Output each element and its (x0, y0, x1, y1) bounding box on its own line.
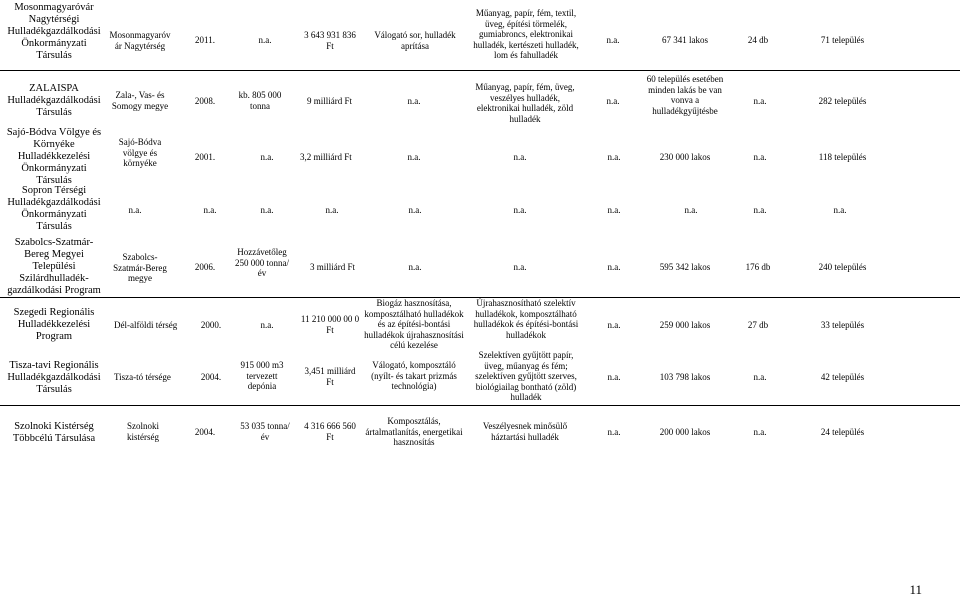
cost-cell: 11 210 000 00 0 Ft (300, 314, 360, 335)
settlements-cell: 240 település (818, 262, 867, 272)
org-name: Szabolcs-Szatmár-Bereg Megyei Települési Szilárdhulladék-gazdálkodási Program (7, 237, 101, 296)
eu-cell: n.a. (407, 96, 421, 106)
capacity-cell: kb. 805 000 tonna (238, 90, 282, 111)
waste-types-cell: n.a. (607, 262, 621, 272)
capacity-cell: n.a. (260, 320, 274, 330)
year-cell: 2006. (194, 262, 216, 272)
cost-cell: 9 milliárd Ft (307, 96, 352, 106)
na-cell: n.a. (408, 205, 422, 215)
waste-types-cell: Szelektíven gyűjtött papír, üveg, műanyag és fém; szelektíven gyűjtött szerves, biológiailag bontható (zöld) hulladék (475, 350, 577, 402)
technology-cell: Komposztálás, ártalmatlanítás, energetikai hasznosítás (365, 416, 463, 447)
settlements-cell: 71 település (820, 35, 865, 45)
region-cell: Dél-alföldi térség (114, 320, 178, 330)
year-cell: 2004. (200, 372, 222, 382)
row-divider (0, 70, 960, 71)
waste-types-cell: Műanyag, papír, fém, textil, üveg, építési törmelék, gumiabroncs, elektronikai hulladék, kertészeti hulladék, lom és fahulladék (473, 8, 579, 60)
waste-types-cell: Műanyag, papír, fém, üveg, veszélyes hulladék, elektronikai hulladék, zöld hulladék (475, 82, 575, 124)
capacity-cell: 53 035 tonna/év (240, 421, 290, 442)
waste-types-cell: Újrahasznosítható szelektív hulladékok, komposztálható hulladékok és építési-bontási hulladékok (473, 298, 579, 340)
region-cell: Szolnoki kistérség (126, 421, 159, 442)
na-cell: n.a. (513, 205, 527, 215)
population-cell: 200 000 lakos (659, 427, 711, 437)
eu-cell: n.a. (407, 152, 421, 162)
sites-cell: n.a. (753, 427, 767, 437)
eu-cell: n.a. (408, 262, 422, 272)
technology-cell: Válogató sor, hulladék aprítása (374, 30, 456, 51)
region-cell: Tisza-tó térsége (114, 372, 171, 382)
settlements-cell: 24 település (820, 427, 865, 437)
region-cell: Mosonmagyaróv ár Nagytérség (109, 30, 171, 51)
na-cell: n.a. (128, 205, 142, 215)
cost-cell: 3,451 milliárd Ft (304, 366, 356, 387)
na-cell: n.a. (607, 205, 621, 215)
year-cell: 2004. (194, 427, 216, 437)
region-cell: Szabolcs-Szatmár-Bereg megye (113, 252, 167, 283)
settlements-cell: 33 település (820, 320, 865, 330)
na-cell: n.a. (833, 205, 847, 215)
technology-cell: n.a. (513, 152, 527, 162)
region-cell: Zala-, Vas- és Somogy megye (111, 90, 169, 111)
capacity-cell: Hozzávetőleg 250 000 tonna/év (235, 247, 289, 278)
org-name: Szegedi Regionális Hulladékkezelési Program (13, 307, 95, 342)
sites-cell: 24 db (747, 35, 769, 45)
org-name: Sopron Térségi Hulladékgazdálkodási Önkormányzati Társulás (7, 185, 101, 232)
na-cell: n.a. (203, 205, 217, 215)
capacity2-cell: n.a. (607, 320, 621, 330)
na-cell: n.a. (753, 205, 767, 215)
sites-cell: 27 db (747, 320, 769, 330)
capacity2-cell: 60 település esetében minden lakás be van vonva a hulladékgyűjtésbe (646, 74, 724, 116)
population-cell: 259 000 lakos (659, 320, 711, 330)
capacity2-cell: n.a. (607, 372, 621, 382)
year-cell: 2001. (194, 152, 216, 162)
technology-cell: n.a. (513, 262, 527, 272)
cost-cell: 4 316 666 560 Ft (304, 421, 356, 442)
org-name: Mosonmagyaróvár Nagytérségi Hulladékgazdálkodási Önkormányzati Társulás (7, 2, 101, 61)
org-name: Szolnoki Kistérség Többcélú Társulása (12, 421, 96, 444)
na-cell: n.a. (684, 205, 698, 215)
org-name: Tisza-tavi Regionális Hulladékgazdálkodási Társulás (7, 360, 101, 395)
na-cell: n.a. (325, 205, 339, 215)
year-cell: 2000. (200, 320, 222, 330)
year-cell: 2008. (194, 96, 216, 106)
cost-cell: 3 643 931 836 Ft (304, 30, 356, 51)
year-cell: 2011. (195, 35, 215, 45)
capacity2-cell: n.a. (606, 35, 620, 45)
population-cell: 230 000 lakos (659, 152, 711, 162)
capacity2-cell: n.a. (607, 427, 621, 437)
population-cell: n.a. (753, 96, 767, 106)
org-name: Sajó-Bódva Völgye és Környéke Hulladékkezelési Önkormányzati Társulás (6, 127, 102, 186)
na-cell: n.a. (260, 205, 274, 215)
settlements-cell: 42 település (820, 372, 865, 382)
settlements-cell: 282 település (818, 96, 867, 106)
waste-types-cell: Veszélyesnek minősülő háztartási hulladék (482, 421, 568, 442)
settlements-cell: 118 település (818, 152, 867, 162)
region-cell: Sajó-Bódva völgye és környéke (118, 137, 162, 168)
sites-cell: 176 db (745, 262, 771, 272)
sites-cell: n.a. (753, 372, 767, 382)
page-number: 11 (909, 582, 922, 597)
population-cell: 103 798 lakos (659, 372, 711, 382)
selective-cell: n.a. (606, 96, 620, 106)
org-name: ZALAISPA Hulladékgazdálkodási Társulás (7, 83, 101, 118)
capacity-cell: n.a. (260, 152, 274, 162)
capacity-cell: n.a. (258, 35, 272, 45)
technology-cell: Válogató, komposztáló (nyílt- és takart prizmás technológia) (371, 360, 457, 391)
waste-types-cell: n.a. (607, 152, 621, 162)
row-divider (0, 405, 960, 406)
cost-cell: 3 milliárd Ft (310, 262, 355, 272)
capacity-cell: 915 000 m3 tervezett depónia (240, 360, 284, 391)
sites-cell: n.a. (753, 152, 767, 162)
population-cell: 67 341 lakos (662, 35, 708, 45)
population-cell: 595 342 lakos (659, 262, 711, 272)
cost-cell: 3,2 milliárd Ft (300, 152, 352, 162)
technology-cell: Biogáz hasznosítása, komposztálható hulladékok és az építési-bontási hulladékok újrahasznosítási célú kezelése (364, 298, 464, 350)
